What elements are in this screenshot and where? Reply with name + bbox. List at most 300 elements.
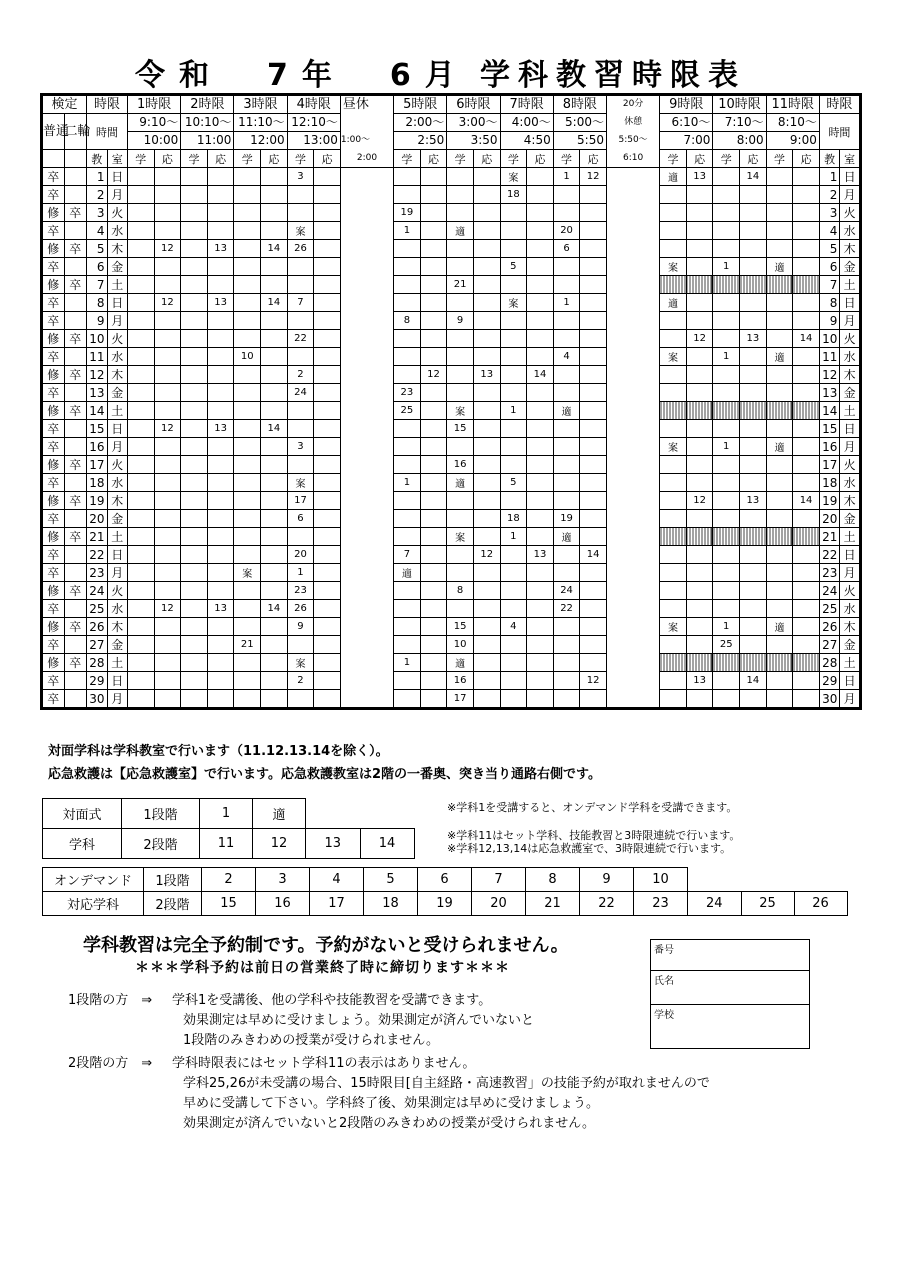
period-end: 5:50 [553,132,606,150]
slot-cell [128,492,155,510]
slot-cell [261,564,288,582]
day-number-right: 2 [819,186,839,204]
ondemand-cell: 7 [472,868,526,892]
slot-cell [154,384,181,402]
slot-cell [261,672,288,690]
slot-cell [181,312,208,330]
slot-cell [527,384,554,402]
slot-cell [234,510,261,528]
slot-cell [447,492,474,510]
slot-cell [660,330,687,348]
period-end: 7:00 [660,132,713,150]
slot-cell [660,546,687,564]
exam-nirin [64,600,87,618]
slot-cell [261,168,288,186]
day-weekday: 日 [107,294,127,312]
slot-cell [660,636,687,654]
sub-label: 学 [128,150,155,168]
slot-cell: 12 [580,168,607,186]
note-face-to-face: 対面学科は学科教室で行います（11.12.13.14を除く）。 [48,744,389,759]
slot-cell [207,204,234,222]
day-number-right: 26 [819,618,839,636]
exam-futsu: 卒 [42,186,65,204]
slot-cell [553,384,580,402]
slot-cell [207,618,234,636]
exam-futsu: 卒 [42,438,65,456]
lunch-cell [340,240,393,258]
day-row [42,294,861,312]
slot-cell [473,168,500,186]
lunch-cell [340,384,393,402]
slot-cell [314,654,341,672]
slot-cell [154,276,181,294]
slot-cell: 5 [500,258,527,276]
slot-cell [128,348,155,366]
slot-cell: 7 [287,294,314,312]
slot-cell: 19 [553,510,580,528]
slot-cell [234,384,261,402]
exam-nirin [64,384,87,402]
lunch-cell [340,474,393,492]
break-cell [606,402,659,420]
ondemand-cell: 22 [580,892,634,916]
slot-cell: 12 [154,600,181,618]
slot-cell [128,456,155,474]
break-cell [606,168,659,186]
day-number-right: 18 [819,474,839,492]
slot-cell [740,240,767,258]
slot-cell [394,528,421,546]
closed-slot [793,654,820,672]
header-kyo-right: 教 [819,150,839,168]
slot-cell [793,168,820,186]
day-weekday-right: 月 [840,564,861,582]
closed-slot [713,654,740,672]
slot-cell [394,240,421,258]
slot-cell [181,222,208,240]
slot-cell [660,366,687,384]
break-cell [606,330,659,348]
slot-cell [713,168,740,186]
slot-cell [473,510,500,528]
slot-cell: 25 [713,636,740,654]
slot-cell [154,366,181,384]
break-cell [606,600,659,618]
exam-nirin [64,474,87,492]
exam-nirin [64,186,87,204]
slot-cell [686,186,713,204]
slot-cell [686,690,713,709]
header-jigen-right: 時限 [819,95,860,114]
ondemand-cell: 8 [526,868,580,892]
slot-cell: 案 [660,618,687,636]
slot-cell [234,582,261,600]
slot-cell [766,456,793,474]
day-row [42,258,861,276]
lunch-blank [340,114,393,132]
slot-cell [234,546,261,564]
slot-cell [686,222,713,240]
slot-cell [713,492,740,510]
slot-cell [394,510,421,528]
taimen-cell: 13 [306,829,361,859]
slot-cell: 14 [261,600,288,618]
slot-cell [154,330,181,348]
day-number: 16 [87,438,107,456]
slot-cell [181,420,208,438]
slot-cell [686,582,713,600]
slot-cell [580,186,607,204]
exam-futsu: 修 [42,654,65,672]
slot-cell: 1 [394,654,421,672]
ondemand-cell: 15 [202,892,256,916]
slot-cell [660,510,687,528]
closed-slot [713,528,740,546]
slot-cell [314,492,341,510]
stage1-line: 効果測定は早めに受けましょう。効果測定が済んでいないと [183,1013,535,1028]
slot-cell [447,186,474,204]
slot-cell [128,510,155,528]
slot-cell [154,186,181,204]
slot-cell [394,420,421,438]
closed-slot [740,402,767,420]
break-cell [606,474,659,492]
day-number: 20 [87,510,107,528]
slot-cell [207,384,234,402]
ondemand-label-2: 対応学科 [43,892,144,916]
slot-cell [234,420,261,438]
taimen-stage2: 2段階 [122,829,200,859]
slot-cell [420,402,447,420]
slot-cell [660,564,687,582]
exam-futsu: 修 [42,402,65,420]
slot-cell: 適 [447,222,474,240]
slot-cell [420,384,447,402]
slot-cell [473,384,500,402]
day-weekday: 水 [107,600,127,618]
slot-cell: 適 [553,402,580,420]
day-row [42,222,861,240]
day-weekday: 金 [107,510,127,528]
ondemand-cell: 6 [418,868,472,892]
slot-cell [128,168,155,186]
break-cell [606,492,659,510]
day-number: 2 [87,186,107,204]
slot-cell [553,492,580,510]
slot-cell [527,672,554,690]
break-cell [606,348,659,366]
break-cell [606,546,659,564]
slot-cell: 5 [500,474,527,492]
side-note-1: ※学科1を受講すると、オンデマンド学科を受講できます。 [447,801,738,814]
sub-label: 応 [473,150,500,168]
slot-cell [420,582,447,600]
slot-cell [686,294,713,312]
day-number: 27 [87,636,107,654]
day-weekday: 火 [107,204,127,222]
slot-cell [686,456,713,474]
slot-cell [527,240,554,258]
exam-futsu: 卒 [42,258,65,276]
slot-cell [261,654,288,672]
slot-cell: 6 [287,510,314,528]
day-weekday: 土 [107,276,127,294]
lunch-cell [340,276,393,294]
slot-cell: 13 [207,420,234,438]
slot-cell [686,438,713,456]
ondemand-label-1: オンデマンド [43,868,144,892]
ondemand-cell: 21 [526,892,580,916]
ondemand-cell: 2 [202,868,256,892]
slot-cell [793,312,820,330]
slot-cell [420,690,447,709]
slot-cell [154,474,181,492]
slot-cell [234,672,261,690]
slot-cell [473,636,500,654]
slot-cell: 1 [500,402,527,420]
day-number-right: 6 [819,258,839,276]
slot-cell [527,186,554,204]
slot-cell: 10 [234,348,261,366]
lunch-cell [340,366,393,384]
day-number: 8 [87,294,107,312]
slot-cell [553,618,580,636]
slot-cell [181,582,208,600]
header-row-start [42,114,861,132]
slot-cell [394,330,421,348]
slot-cell: 適 [766,438,793,456]
ondemand-cell: 20 [472,892,526,916]
slot-cell [553,456,580,474]
slot-cell [473,312,500,330]
day-row [42,582,861,600]
slot-cell [686,240,713,258]
exam-nirin [64,312,87,330]
day-weekday-right: 水 [840,600,861,618]
day-number: 26 [87,618,107,636]
day-number: 7 [87,276,107,294]
header-row-end [42,132,861,150]
slot-cell [181,186,208,204]
slot-cell: 1 [553,294,580,312]
day-weekday: 日 [107,420,127,438]
day-weekday: 土 [107,528,127,546]
day-weekday: 土 [107,654,127,672]
exam-nirin [64,510,87,528]
day-row [42,276,861,294]
day-weekday: 水 [107,222,127,240]
slot-cell [154,168,181,186]
slot-cell: 13 [207,294,234,312]
slot-cell [740,618,767,636]
slot-cell [234,258,261,276]
period-start: 7:10〜 [713,114,766,132]
closed-slot [740,654,767,672]
slot-cell [527,618,554,636]
slot-cell [420,222,447,240]
slot-cell [420,672,447,690]
slot-cell: 22 [287,330,314,348]
slot-cell [580,204,607,222]
slot-cell [420,330,447,348]
slot-cell [314,348,341,366]
slot-cell [181,348,208,366]
day-row [42,402,861,420]
closed-slot [793,528,820,546]
slot-cell [261,546,288,564]
slot-cell [527,654,554,672]
slot-cell [420,276,447,294]
ondemand-cell [688,868,742,892]
day-row [42,168,861,186]
day-weekday-right: 火 [840,456,861,474]
slot-cell [154,582,181,600]
slot-cell [740,312,767,330]
title-date: 令和 7年 6月 [135,58,469,93]
sub-label: 応 [207,150,234,168]
period-start: 10:10〜 [181,114,234,132]
slot-cell [553,366,580,384]
slot-cell [553,420,580,438]
exam-nirin [64,438,87,456]
slot-cell [447,384,474,402]
closed-slot [766,654,793,672]
slot-cell: 14 [261,240,288,258]
slot-cell [500,240,527,258]
slot-cell: 12 [686,330,713,348]
slot-cell: 3 [287,168,314,186]
slot-cell [314,420,341,438]
slot-cell: 21 [234,636,261,654]
day-weekday-right: 金 [840,258,861,276]
slot-cell [234,492,261,510]
slot-cell [740,600,767,618]
day-number: 25 [87,600,107,618]
slot-cell [580,600,607,618]
slot-cell [527,402,554,420]
exam-nirin [64,348,87,366]
slot-cell [473,474,500,492]
page-title [135,50,775,94]
slot-cell [766,312,793,330]
ondemand-cell [741,868,794,892]
slot-cell: 12 [154,420,181,438]
slot-cell [181,168,208,186]
slot-cell [740,258,767,276]
slot-cell [793,600,820,618]
slot-cell: 24 [553,582,580,600]
slot-cell [553,204,580,222]
slot-cell [793,636,820,654]
slot-cell [447,348,474,366]
day-number-right: 23 [819,564,839,582]
slot-cell: 12 [154,294,181,312]
day-row [42,348,861,366]
slot-cell [793,672,820,690]
slot-cell [473,222,500,240]
period-end: 11:00 [181,132,234,150]
slot-cell [553,546,580,564]
day-weekday: 火 [107,582,127,600]
slot-cell [287,312,314,330]
closed-slot [713,276,740,294]
slot-cell: 案 [234,564,261,582]
slot-cell [447,330,474,348]
slot-cell [660,474,687,492]
slot-cell [500,672,527,690]
lunch-cell [340,564,393,582]
slot-cell [420,204,447,222]
break-cell [606,528,659,546]
slot-cell: 1 [500,528,527,546]
field-name[interactable] [651,971,809,1005]
day-number-right: 16 [819,438,839,456]
slot-cell [154,528,181,546]
stage2-line: 効果測定が済んでいないと2段階のみきわめの授業が受けられません。 [183,1116,596,1131]
slot-cell [207,222,234,240]
day-weekday-right: 月 [840,438,861,456]
slot-cell: 適 [447,654,474,672]
slot-cell [287,420,314,438]
slot-cell [234,294,261,312]
header-jigen: 時限 [87,95,128,114]
lunch-cell [340,204,393,222]
lunch-end: 2:00 [340,150,393,168]
slot-cell [473,276,500,294]
break-cell [606,312,659,330]
slot-cell [181,402,208,420]
slot-cell [527,420,554,438]
sub-label: 学 [553,150,580,168]
taimen-stage1: 1段階 [122,799,200,829]
period-label: 4時限 [287,95,340,114]
slot-cell [261,510,288,528]
sub-label: 学 [713,150,740,168]
slot-cell [394,492,421,510]
slot-cell [181,294,208,312]
slot-cell [394,672,421,690]
slot-cell [580,312,607,330]
day-weekday-right: 土 [840,276,861,294]
sub-label: 学 [660,150,687,168]
closed-slot [793,402,820,420]
slot-cell [473,672,500,690]
day-number: 9 [87,312,107,330]
slot-cell [314,294,341,312]
slot-cell [500,546,527,564]
slot-cell [473,690,500,709]
day-weekday-right: 月 [840,690,861,709]
day-weekday: 月 [107,564,127,582]
day-weekday: 月 [107,186,127,204]
slot-cell [314,258,341,276]
field-number[interactable] [651,940,809,971]
slot-cell [527,582,554,600]
slot-cell [234,618,261,636]
slot-cell [207,654,234,672]
break-cell [606,510,659,528]
slot-cell [447,510,474,528]
slot-cell [181,276,208,294]
sub-label: 応 [420,150,447,168]
slot-cell [473,420,500,438]
period-start: 6:10〜 [660,114,713,132]
ondemand-cell [794,868,847,892]
slot-cell [500,420,527,438]
period-label: 3時限 [234,95,287,114]
slot-cell [766,546,793,564]
field-school[interactable] [651,1005,809,1047]
